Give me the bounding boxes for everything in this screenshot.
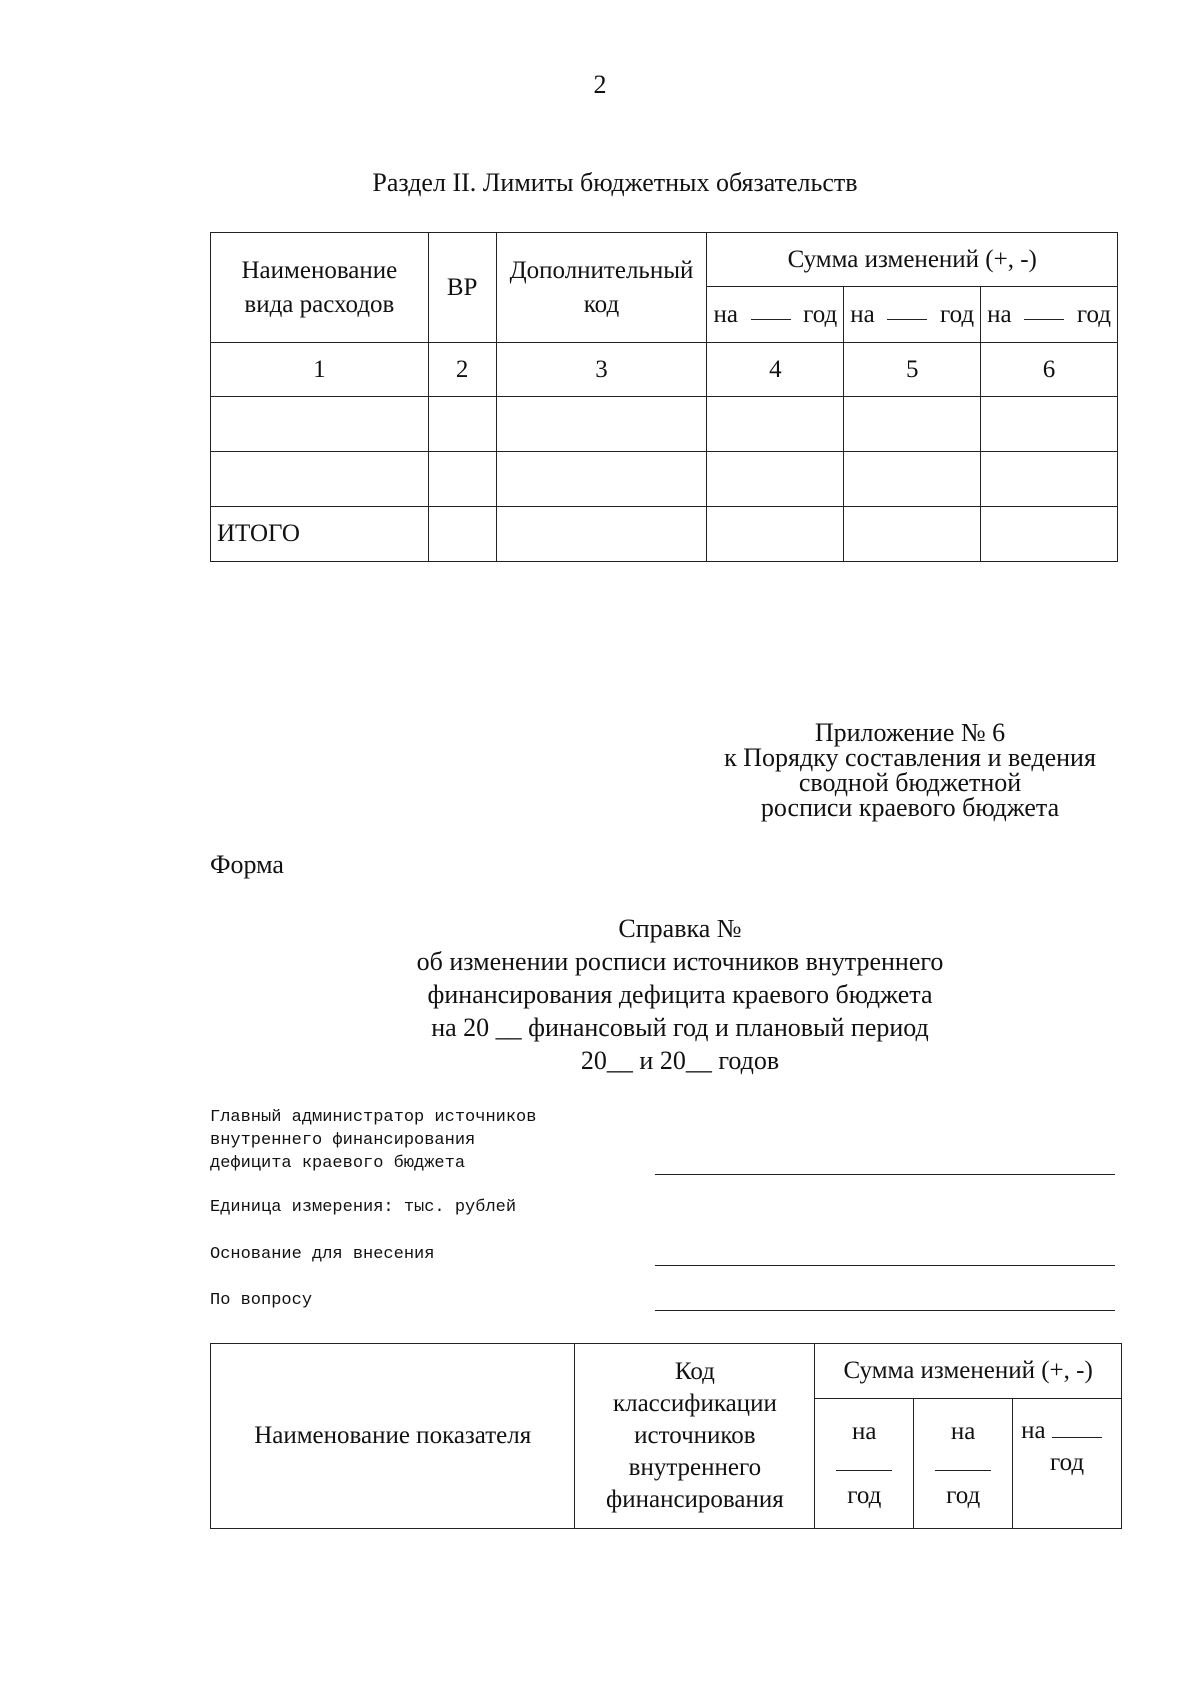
header-expense-name: Наименование вида расходов <box>211 233 429 343</box>
appendix-line: росписи краевого бюджета <box>760 793 1060 822</box>
header-indicator: Наименование показателя <box>211 1344 575 1529</box>
reference-title <box>300 912 1060 1077</box>
col-number: 5 <box>844 343 981 397</box>
header-extra-code: Дополнительный код <box>496 233 707 343</box>
reference-line: об изменении росписи источников внутреннего <box>416 947 944 976</box>
limits-table <box>210 232 1118 562</box>
header-sum-changes: Сумма изменений (+, -) <box>815 1344 1122 1399</box>
appendix-line: к Порядку составления и ведения <box>724 743 1096 772</box>
reference-line: финансирования дефицита краевого бюджета <box>427 980 933 1009</box>
col-number: 3 <box>496 343 707 397</box>
column-numbers-row <box>211 343 1118 397</box>
reference-line: на 20 __ финансовый год и плановый период <box>431 1013 929 1042</box>
appendix-line: сводной бюджетной <box>798 768 1022 797</box>
admin-field-line[interactable] <box>655 1174 1115 1175</box>
unit-label: Единица измерения: тыс. рублей <box>210 1198 517 1217</box>
page-number: 2 <box>593 70 607 99</box>
basis-field-line[interactable] <box>655 1265 1115 1266</box>
header-year-3: на год <box>1013 1399 1122 1529</box>
header-vr: ВР <box>428 233 496 343</box>
reference-line: Справка № <box>618 914 742 943</box>
col-number: 1 <box>211 343 429 397</box>
total-label: ИТОГО <box>211 507 429 562</box>
form-label: Форма <box>210 850 284 879</box>
header-classification-code: Код классификации источников внутреннего финансирования <box>575 1344 815 1529</box>
appendix-block <box>700 720 1120 820</box>
header-year-3: на год <box>981 287 1118 343</box>
table-row <box>211 452 1118 507</box>
appendix-line: Приложение № 6 <box>814 718 1006 747</box>
question-label: По вопросу <box>210 1291 313 1310</box>
section-title: Раздел II. Лимиты бюджетных обязательств <box>372 168 858 197</box>
col-number: 6 <box>981 343 1118 397</box>
header-year-2: на год <box>914 1399 1013 1529</box>
header-year-2: на год <box>844 287 981 343</box>
col-number: 2 <box>428 343 496 397</box>
table-row <box>211 397 1118 452</box>
header-year-1: на год <box>815 1399 914 1529</box>
total-row <box>211 507 1118 562</box>
sources-table <box>210 1343 1122 1529</box>
header-year-1: на год <box>707 287 844 343</box>
col-number: 4 <box>707 343 844 397</box>
basis-label: Основание для внесения <box>210 1245 435 1264</box>
header-sum-changes: Сумма изменений (+, -) <box>707 233 1118 287</box>
reference-line: 20__ и 20__ годов <box>580 1046 780 1075</box>
question-field-line[interactable] <box>655 1310 1115 1311</box>
admin-field-label: Главный администратор источников внутреннего финансирования дефицита краевого бюджета <box>210 1108 537 1173</box>
